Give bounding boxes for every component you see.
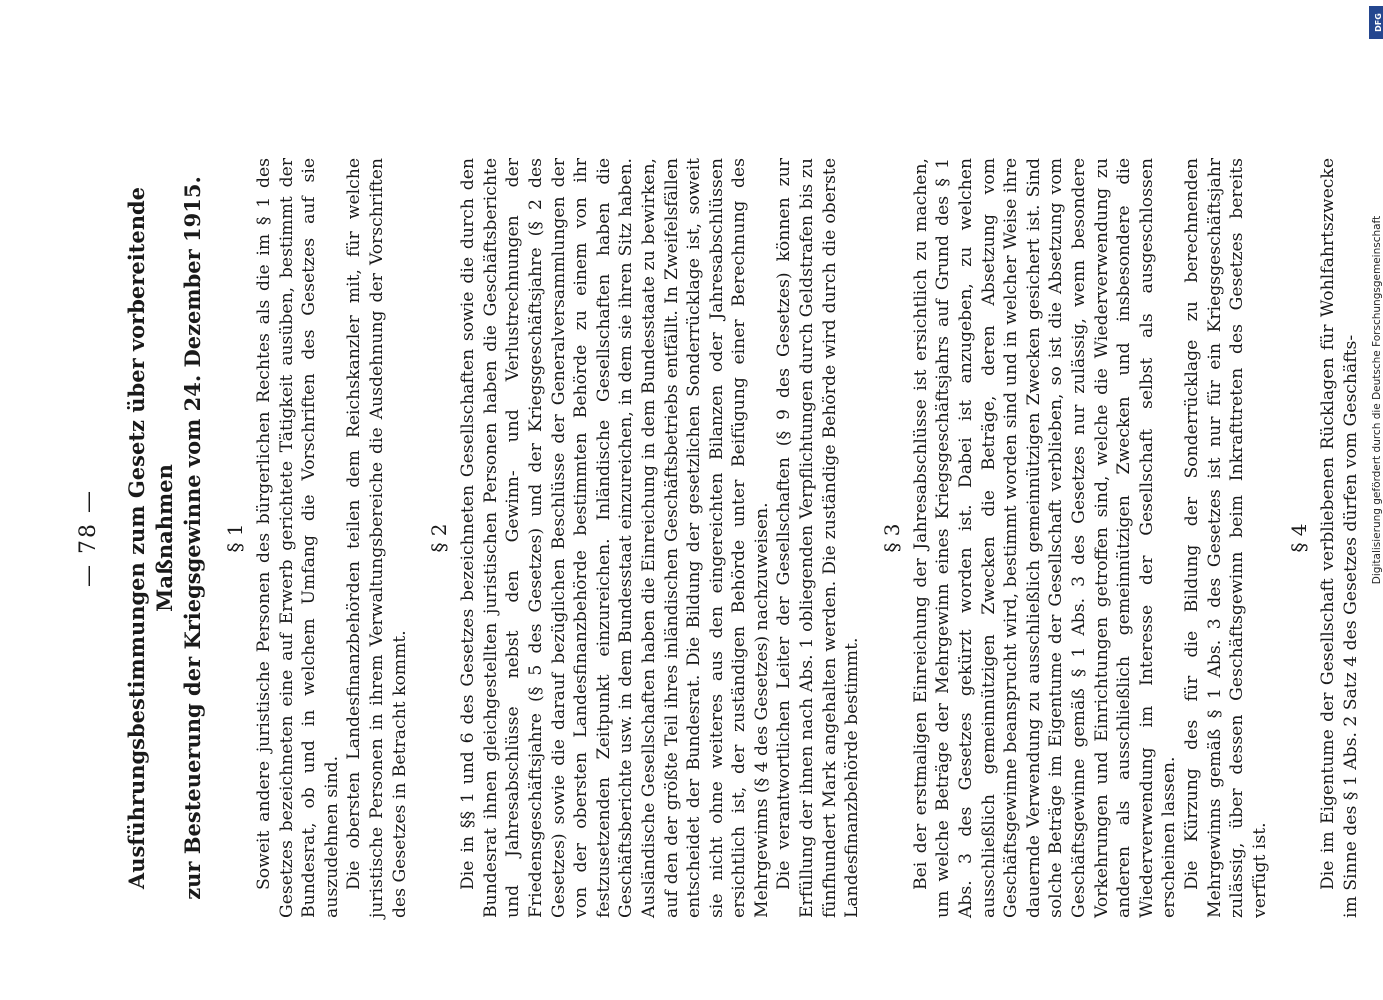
section-2 bbox=[427, 158, 864, 918]
dfg-logo bbox=[1369, 6, 1383, 39]
dfg-logo-text: DFG bbox=[1373, 13, 1383, 32]
section-4 bbox=[1287, 158, 1362, 918]
section-heading: § 3 bbox=[879, 523, 904, 553]
rotated-page bbox=[76, 158, 1361, 918]
section-1 bbox=[223, 158, 411, 918]
paragraph: Die im Eigentume der Gesellschaft verbliebenen Rücklagen für Wohlfahrtszwecke im Sinne des § 1 Abs. 2 Satz 4 des Gesetzes dürfen vom Geschäfts- bbox=[1318, 158, 1361, 918]
digitization-credit-text: Digitalisierung gefördert durch die Deutsche Forschungsgemeinschaft bbox=[1371, 215, 1383, 585]
paragraph: Soweit andere juristische Personen des bürgerlichen Rechtes als die im § 1 des Gesetzes bezeichneten eine auf Erwerb gerichtete Tätigkeit ausüben, bestimmt der Bundesrat, ob und in welchem Umfang die Vorschriften des Gesetzes auf sie auszudehnen sind. bbox=[254, 158, 342, 918]
paragraph: Die verantwortlichen Leiter der Gesellschaften (§ 9 des Gesetzes) können zur Erfüllung der ihnen nach Abs. 1 obliegenden Verpflichtungen durch Geldstrafen bis zu fünfhundert Mark angehalten werden. Die zuständige Behörde wird durch die oberste Landesfinanzbehörde bestimmt. bbox=[774, 158, 863, 918]
paragraph: Die in §§ 1 und 6 des Gesetzes bezeichneten Gesellschaften sowie die durch den Bundesrat ihnen gleichgestellten juristischen Personen haben die Geschäftsberichte und Jahresabschlüsse nebst den Gewinn- und Verlustrechnungen der Friedensgeschäftsjahre (§ 5 des Gesetzes) und der Kriegsgeschäftsjahre (§ 2 des Gesetzes) sowie die darauf bezüglichen Beschlüsse der Generalversammlungen der von der obersten Landesfinanzbehörde bestimmten Behörde zu einem von ihr festzusetzenden Zeitpunkt einzureichen. Inländische Gesellschaften haben die Geschäftsberichte usw. in dem Bundesstaat einzureichen, in dem sie ihren Sitz haben. Ausländische Gesellschaften haben die Einreichung in dem Bundesstaate zu bewirken, auf den der größte Teil ihres inländischen Geschäftsbetriebs entfällt. In Zweifelsfällen entscheidet der Bundesrat. Die Bildung der gesetzlichen Sonderrücklage ist, soweit sie nicht ohne weiteres aus den eingereichten Bilanzen oder Jahresabschlüssen ersichtlich ist, der zuständigen Behörde unter Beifügung einer Berechnung des Mehrgewinns (§ 4 des Gesetzes) nachzuweisen. bbox=[458, 158, 772, 918]
title-line-2: zur Besteuerung der Kriegsgewinne vom 24. Dezember 1915. bbox=[180, 176, 205, 900]
page-number: — 78 — bbox=[76, 489, 101, 587]
section-heading: § 1 bbox=[223, 523, 247, 553]
paragraph: Bei der erstmaligen Einreichung der Jahresabschlüsse ist ersichtlich zu machen, um welche Beträge der Mehrgewinn eines Kriegsgeschäftsjahrs auf Grund des § 1 Abs. 3 des Gesetzes gekürzt worden ist. Dabei ist anzugeben, zu welchen ausschließlich gemeinnützigen Zwecken die Beträge, deren Absetzung vom Geschäftsgewinne beansprucht wird, bestimmt worden sind und in welcher Weise ihre dauernde Verwendung zu ausschließlich gemeinnützigen Zwecken gesichert ist. Sind solche Beträge im Eigentume der Gesellschaft verblieben, so ist die Absetzung vom Geschäftsgewinne gemäß § 1 Abs. 3 des Gesetzes nur zulässig, wenn besondere Vorkehrungen und Einrichtungen getroffen sind, welche die Wiederverwendung zu anderen als ausschließlich gemeinnützigen Zwecken und insbesondere die Wiederverwendung im Interesse der Gesellschaft selbst als ausgeschlossen erscheinen lassen. bbox=[910, 158, 1180, 918]
paragraph: Die obersten Landesfinanzbehörden teilen dem Reichskanzler mit, für welche juristische Personen in ihrem Verwaltungsbereiche die Ausdehnung der Vorschriften des Gesetzes in Betracht kommt. bbox=[344, 158, 410, 918]
section-3 bbox=[880, 158, 1272, 918]
section-heading: § 2 bbox=[427, 523, 452, 553]
paragraph: Die Kürzung des für die Bildung der Sonderrücklage zu berechnenden Mehrgewinns gemäß § 1 Abs. 3 des Gesetzes ist nur für ein Kriegsgeschäftsjahr zulässig, über dessen Geschäftsgewinn beim Inkrafttreten des Gesetzes bereits verfügt ist. bbox=[1181, 158, 1270, 918]
title-line-1: Ausführungsbestimmungen zum Gesetz über vorbereitende Maßnahmen bbox=[124, 186, 177, 890]
document-title bbox=[123, 158, 207, 918]
section-heading: § 4 bbox=[1287, 523, 1312, 553]
